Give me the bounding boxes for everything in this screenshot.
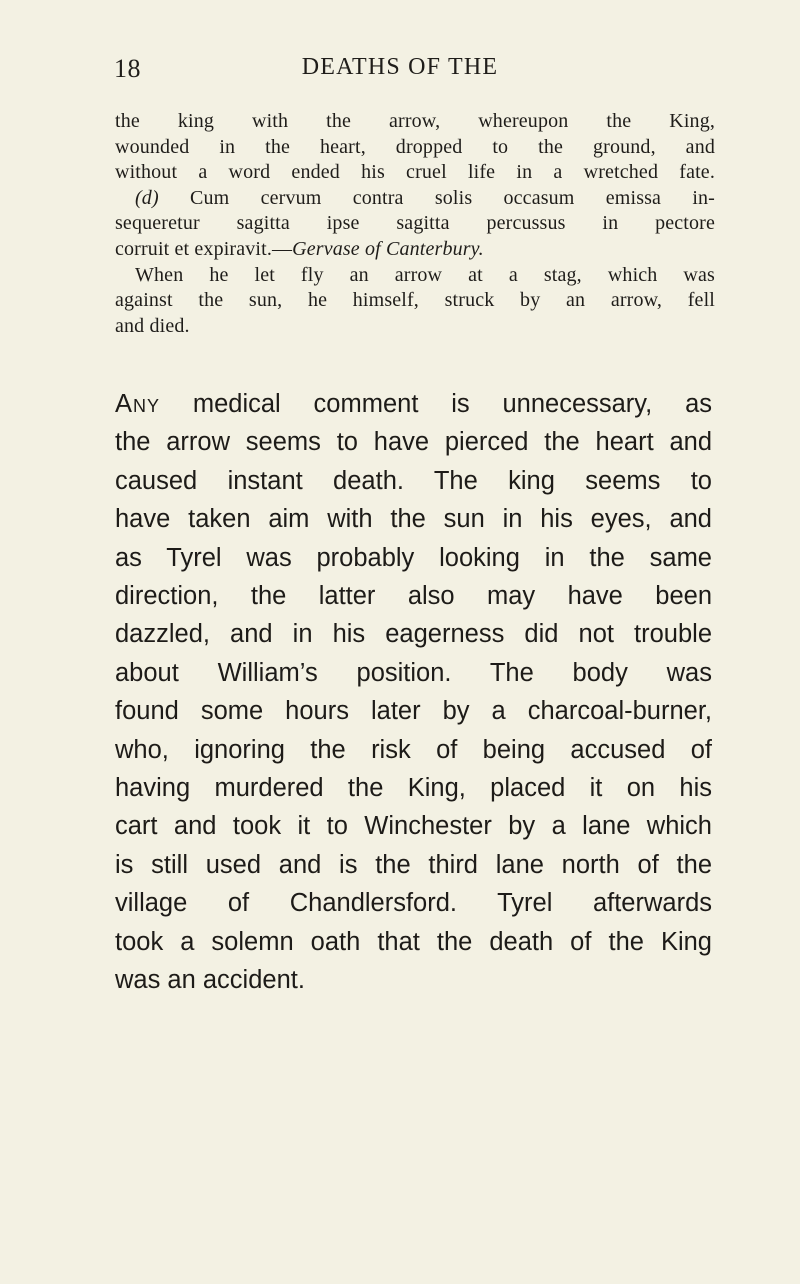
latin-text: Cum cervum contra solis occasum emissa in- <box>158 186 715 209</box>
quoted-passage <box>115 109 715 339</box>
body-line: was an accident. <box>115 966 305 995</box>
body-line: caused instant death. The king seems to <box>115 466 712 495</box>
body-line: as Tyrel was probably looking in the same <box>115 543 712 572</box>
body-line-text: medical comment is unnecessary, as <box>160 390 712 418</box>
body-line: have taken aim with the sun in his eyes, and <box>115 505 712 534</box>
translation-line: When he let fly an arrow at a stag, which was <box>135 263 715 286</box>
quote-line: without a word ended his cruel life in a wretched fate. <box>115 161 715 184</box>
body-line: dazzled, and in his eagerness did not trouble <box>115 620 712 649</box>
latin-line: sequeretur sagitta ipse sagitta percussus in pectore <box>115 212 715 235</box>
body-line: cart and took it to Winchester by a lane which <box>115 812 712 841</box>
body-line: village of Chandlersford. Tyrel afterwards <box>115 889 712 918</box>
quote-line: the king with the arrow, whereupon the King, <box>115 110 715 132</box>
latin-text: corruit et expiravit.— <box>115 237 293 260</box>
drop-word: Any <box>115 390 161 418</box>
body-line: direction, the latter also may have been <box>115 582 712 611</box>
translation-line: against the sun, he himself, struck by an arrow, fell <box>115 289 715 312</box>
latin-line <box>115 186 715 212</box>
latin-line <box>115 237 715 263</box>
latin-label: (d) <box>135 186 159 209</box>
body-line: who, ignoring the risk of being accused of <box>115 735 712 764</box>
body-line: having murdered the King, placed it on his <box>115 774 712 803</box>
body-line <box>115 385 712 423</box>
body-paragraph <box>115 385 712 1000</box>
body-line: is still used and is the third lane north of the <box>115 850 712 879</box>
body-line: took a solemn oath that the death of the King <box>115 927 712 956</box>
body-line: found some hours later by a charcoal-burner, <box>115 697 712 726</box>
body-line: the arrow seems to have pierced the heart and <box>115 428 712 457</box>
body-line: about William’s position. The body was <box>115 658 712 687</box>
latin-source: Gervase of Canterbury. <box>292 237 484 260</box>
page-number: 18 <box>114 54 141 83</box>
running-title: DEATHS OF THE <box>301 54 499 80</box>
quote-line: wounded in the heart, dropped to the ground, and <box>115 135 715 158</box>
running-head <box>0 54 800 94</box>
translation-line: and died. <box>115 314 190 337</box>
